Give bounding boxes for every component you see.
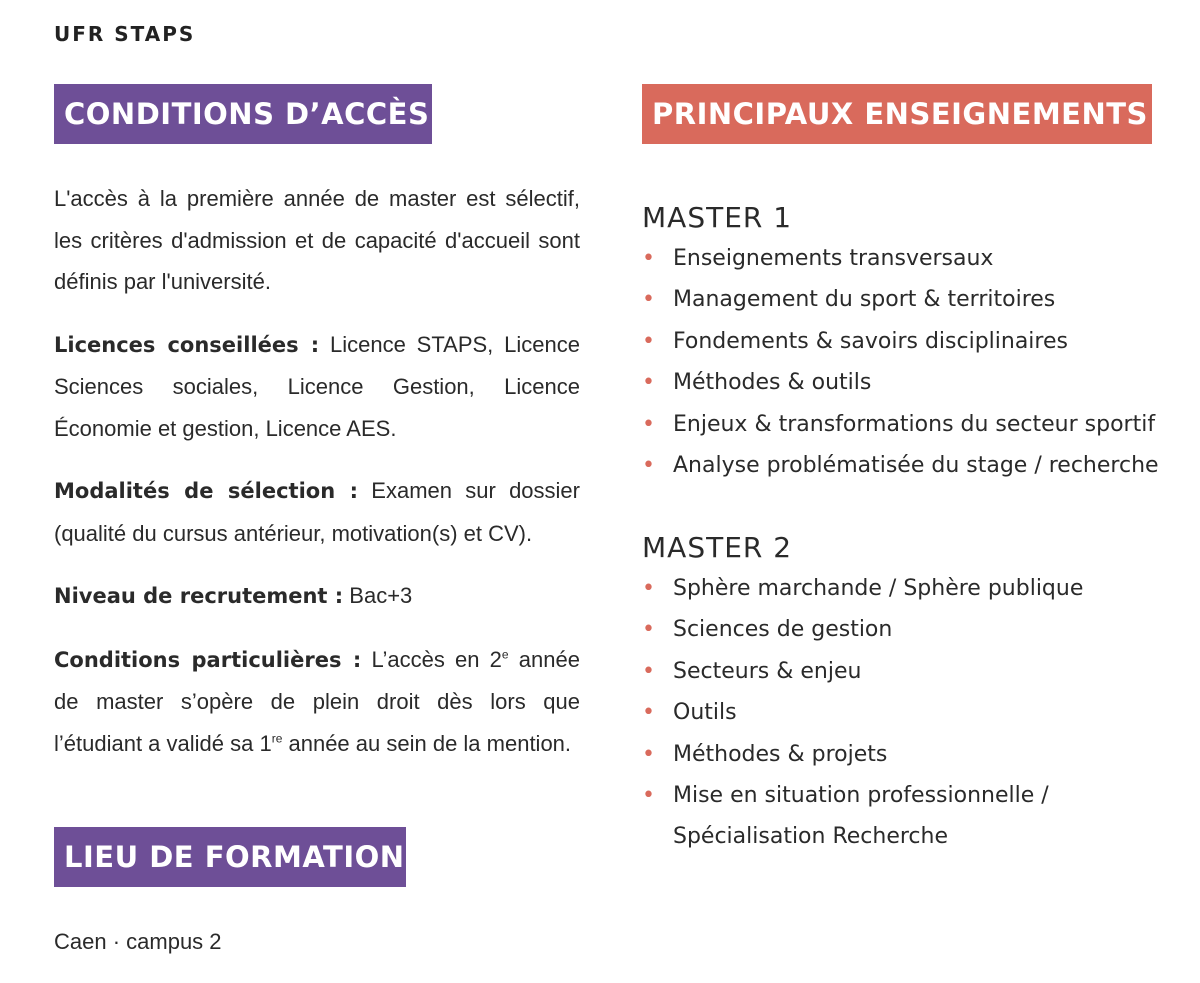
licences-paragraph bbox=[54, 324, 580, 450]
bullet-icon: • bbox=[642, 741, 655, 767]
bullet-icon: • bbox=[642, 246, 655, 271]
master2-section bbox=[642, 528, 1182, 858]
list-item: • Enjeux & transformations du secteur sportif bbox=[642, 404, 1182, 445]
licences-text: Licence STAPS, Licence Sciences sociales, Licence Gestion, Licence Économie et gestion, Licence AES. bbox=[54, 331, 580, 441]
particulieres-paragraph bbox=[54, 639, 580, 765]
conditions-intro: L'accès à la première année de master est sélectif, les critères d'admission et de capacité d'accueil sont définis par l'université. bbox=[54, 186, 580, 294]
list-item: • Sciences de gestion bbox=[642, 609, 1182, 650]
particulieres-text-2: année de master s’opère de plein droit dès lors que l’étudiant a validé sa 1 bbox=[54, 646, 580, 756]
master1-list bbox=[642, 238, 1182, 486]
list-item: • Analyse problématisée du stage / recherche bbox=[642, 445, 1182, 486]
master1-section bbox=[642, 198, 1182, 486]
bullet-icon: • bbox=[642, 453, 655, 479]
list-item: • Mise en situation professionnelle / Spécialisation Recherche bbox=[642, 775, 1182, 858]
particulieres-sup-2: re bbox=[271, 731, 283, 746]
master2-list bbox=[642, 568, 1182, 858]
bullet-icon: • bbox=[642, 783, 655, 809]
particulieres-text-1: L’accès en 2 bbox=[361, 646, 502, 672]
conditions-section bbox=[54, 178, 580, 785]
licences-label: Licences conseillées : bbox=[54, 332, 320, 357]
list-item: • Méthodes & projets bbox=[642, 734, 1182, 775]
conditions-banner: CONDITIONS D’ACCÈS bbox=[54, 84, 432, 144]
list-item: • Enseignements transversaux bbox=[642, 238, 1182, 279]
bullet-icon: • bbox=[642, 370, 655, 396]
list-item: • Fondements & savoirs disciplinaires bbox=[642, 321, 1182, 362]
list-item: • Outils bbox=[642, 692, 1182, 733]
bullet-icon: • bbox=[642, 658, 655, 684]
list-item: • Secteurs & enjeu bbox=[642, 651, 1182, 692]
lieu-text: Caen · campus 2 bbox=[54, 929, 222, 954]
master2-title: MASTER 2 bbox=[642, 531, 793, 564]
particulieres-label: Conditions particulières : bbox=[54, 647, 362, 672]
niveau-text: Bac+3 bbox=[343, 583, 413, 608]
bullet-icon: • bbox=[642, 700, 655, 726]
niveau-paragraph bbox=[54, 575, 580, 618]
list-item: • Sphère marchande / Sphère publique bbox=[642, 568, 1182, 609]
modalites-text: Examen sur dossier (qualité du cursus antérieur, motivation(s) et CV). bbox=[54, 478, 580, 546]
bullet-icon: • bbox=[642, 617, 655, 643]
enseignements-banner: PRINCIPAUX ENSEIGNEMENTS bbox=[642, 84, 1152, 144]
bullet-icon: • bbox=[642, 411, 655, 437]
particulieres-sup-1: e bbox=[501, 647, 509, 662]
particulieres-text-3: année au sein de la mention. bbox=[282, 730, 572, 756]
niveau-label: Niveau de recrutement : bbox=[54, 584, 344, 608]
modalites-paragraph bbox=[54, 470, 580, 554]
modalites-label: Modalités de sélection : bbox=[54, 479, 359, 503]
bullet-icon: • bbox=[642, 576, 655, 601]
bullet-icon: • bbox=[642, 287, 655, 313]
master1-title: MASTER 1 bbox=[642, 201, 793, 234]
list-item: • Management du sport & territoires bbox=[642, 279, 1182, 320]
bullet-icon: • bbox=[642, 328, 655, 354]
lieu-banner: LIEU DE FORMATION bbox=[54, 827, 406, 887]
list-item: • Méthodes & outils bbox=[642, 362, 1182, 403]
page-header: UFR STAPS bbox=[54, 22, 196, 46]
